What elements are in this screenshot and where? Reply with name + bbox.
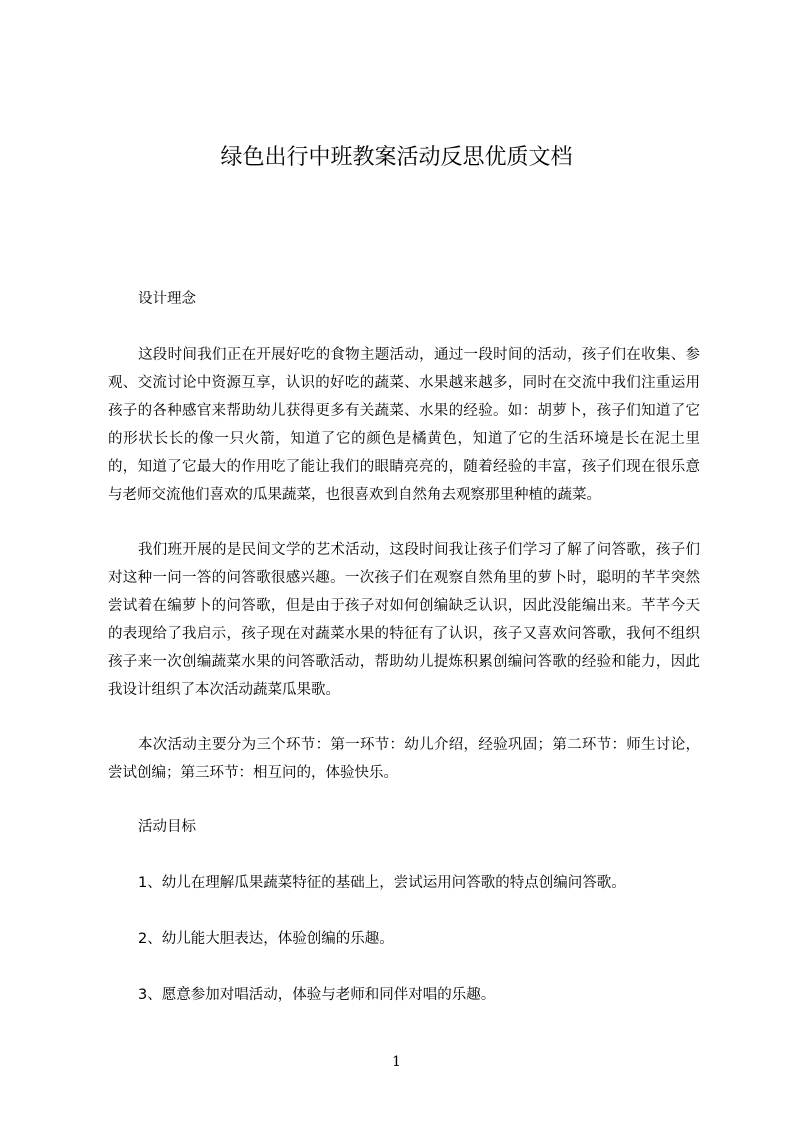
document-body [108,285,700,1009]
goal-item-2: 2、幼儿能大胆表达，体验创编的乐趣。 [138,931,394,947]
design-paragraph-3: 本次活动主要分为三个环节：第一环节：幼儿介绍，经验巩固；第二环节：师生讨论，尝试创编；第三环节：相互问的，体验快乐。 [108,737,700,781]
design-paragraph-2: 我们班开展的是民间文学的艺术活动，这段时间我让孩子们学习了解了问答歌，孩子们对这种一问一答的问答歌很感兴趣。一次孩子们在观察自然角里的萝卜时，聪明的芊芊突然尝试着在编萝卜的问答歌，但是由于孩子对如何创编缺乏认识，因此没能编出来。芊芊今天的表现给了我启示，孩子现在对蔬菜水果的特征有了认识，孩子又喜欢问答歌，我何不组织孩子来一次创编蔬菜水果的问答歌活动，帮助幼儿提炼积累创编问答歌的经验和能力，因此我设计组织了本次活动蔬菜瓜果歌。 [108,542,700,698]
page-number: 1 [392,1054,401,1070]
goal-item-1: 1、幼儿在理解瓜果蔬菜特征的基础上，尝试运用问答歌的特点创编问答歌。 [138,875,626,891]
document-title: 绿色出行中班教案活动反思优质文档 [220,145,573,170]
section-heading-goals: 活动目标 [138,819,196,835]
section-heading-design: 设计理念 [138,291,196,307]
design-paragraph-1: 这段时间我们正在开展好吃的食物主题活动，通过一段时间的活动，孩子们在收集、参观、交流讨论中资源互享，认识的好吃的蔬菜、水果越来越多，同时在交流中我们注重运用孩子的各种感官来帮助幼儿获得更多有关蔬菜、水果的经验。如：胡萝卜，孩子们知道了它的形状长长的像一只火箭，知道了它的颜色是橘黄色，知道了它的生活环境是长在泥土里的，知道了它最大的作用吃了能让我们的眼睛亮亮的，随着经验的丰富，孩子们现在很乐意与老师交流他们喜欢的瓜果蔬菜，也很喜欢到自然角去观察那里种植的蔬菜。 [108,347,700,503]
goal-item-3: 3、愿意参加对唱活动，体验与老师和同伴对唱的乐趣。 [138,987,496,1003]
